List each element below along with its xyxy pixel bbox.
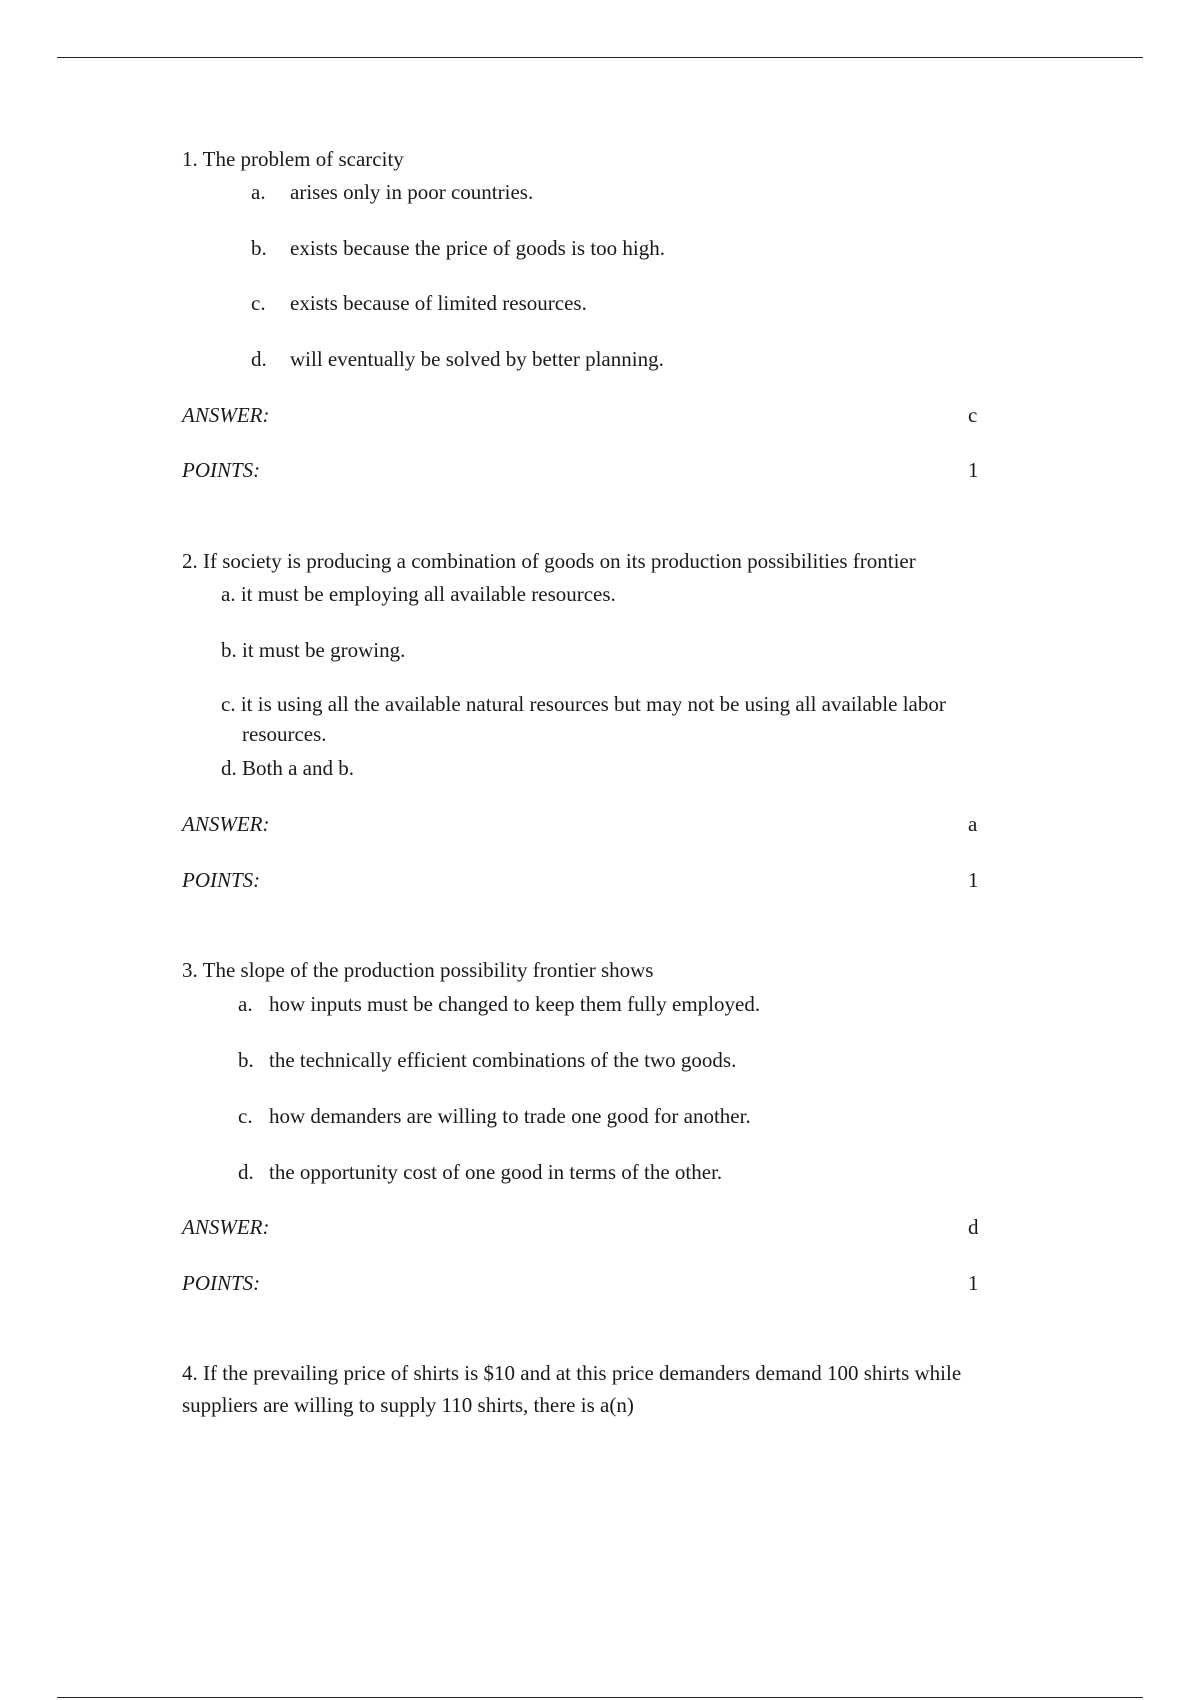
top-rule	[57, 57, 1143, 58]
question-1-option-a-text: arises only in poor countries.	[290, 180, 534, 204]
question-4-stem-line-2: suppliers are willing to supply 110 shirts, there is a(n)	[182, 1393, 634, 1417]
question-3-option-d-letter: d.	[238, 1160, 254, 1184]
question-3-option-c-text: how demanders are willing to trade one good for another.	[269, 1104, 751, 1128]
question-1-option-c-text: exists because of limited resources.	[290, 291, 587, 315]
question-3-option-b-letter: b.	[238, 1048, 254, 1072]
question-3-points-value: 1	[968, 1271, 979, 1295]
question-2-option-b: b. it must be growing.	[221, 638, 406, 662]
question-3-option-b-text: the technically efficient combinations of the two goods.	[269, 1048, 737, 1072]
question-1-option-a-letter: a.	[251, 180, 266, 204]
question-3-answer-label: ANSWER:	[182, 1215, 270, 1239]
question-3-stem: 3. The slope of the production possibility frontier shows	[182, 958, 654, 982]
question-1-option-d-letter: d.	[251, 347, 267, 371]
question-1-option-d-text: will eventually be solved by better planning.	[290, 347, 664, 371]
question-1-points-value: 1	[968, 458, 979, 482]
question-3-option-d-text: the opportunity cost of one good in terms of the other.	[269, 1160, 723, 1184]
question-2-points-label: POINTS:	[182, 868, 261, 892]
question-1-option-c-letter: c.	[251, 291, 266, 315]
question-3-points-label: POINTS:	[182, 1271, 261, 1295]
question-2-option-c: c. it is using all the available natural resources but may not be using all available labor	[221, 692, 946, 716]
question-1-points-label: POINTS:	[182, 458, 261, 482]
question-1-answer-value: c	[968, 403, 978, 427]
question-1-stem: 1. The problem of scarcity	[182, 147, 404, 171]
bottom-rule	[57, 1697, 1143, 1698]
question-2-answer-value: a	[968, 812, 978, 836]
question-2-stem: 2. If society is producing a combination of goods on its production possibilities frontier	[182, 549, 916, 573]
question-2-option-d: d. Both a and b.	[221, 756, 354, 780]
question-2-option-c-continuation: resources.	[242, 722, 327, 746]
question-3-option-c-letter: c.	[238, 1104, 253, 1128]
question-3-option-a-text: how inputs must be changed to keep them fully employed.	[269, 992, 761, 1016]
question-3-answer-value: d	[968, 1215, 979, 1239]
question-3-option-a-letter: a.	[238, 992, 253, 1016]
question-1-answer-label: ANSWER:	[182, 403, 270, 427]
question-1-option-b-letter: b.	[251, 236, 267, 260]
question-1-option-b-text: exists because the price of goods is too high.	[290, 236, 666, 260]
question-4-stem-line-1: 4. If the prevailing price of shirts is $10 and at this price demanders demand 100 shirts while	[182, 1361, 962, 1385]
question-2-option-a: a. it must be employing all available resources.	[221, 582, 616, 606]
question-2-points-value: 1	[968, 868, 979, 892]
question-2-answer-label: ANSWER:	[182, 812, 270, 836]
